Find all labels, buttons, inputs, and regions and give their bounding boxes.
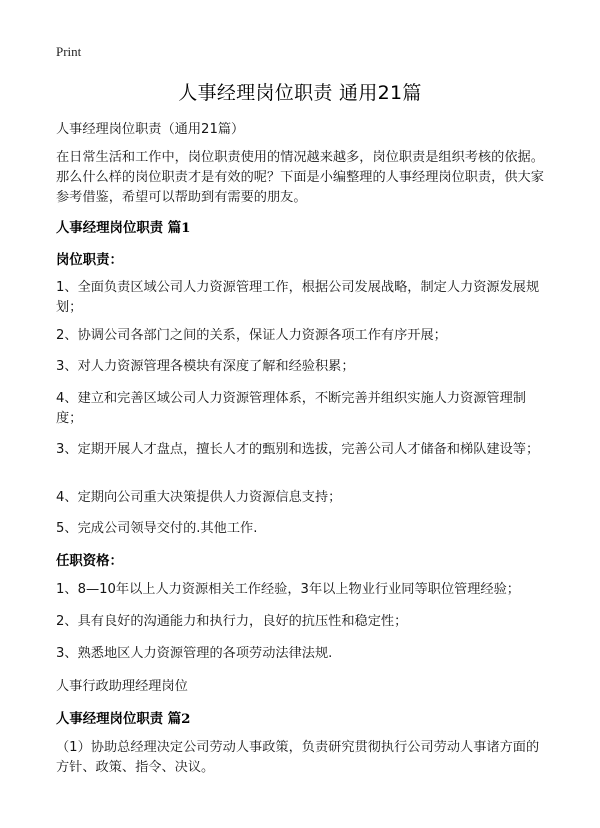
section-heading-1: 人事经理岗位职责 篇1 — [56, 220, 191, 236]
intro-paragraph: 在日常生活和工作中，岗位职责使用的情况越来越多，岗位职责是组织考核的依据。那么什么样的岗位职责才是有效的呢？下面是小编整理的人事经理岗位职责，供大家参考借鉴，希望可以帮助到有需要的朋友。 — [56, 150, 544, 205]
qualification-item-3: 3、熟悉地区人力资源管理的各项劳动法律法规. — [56, 646, 333, 661]
duty-item-7: 5、完成公司领导交付的.其他工作. — [56, 521, 258, 536]
duty-item-4: 4、建立和完善区域公司人力资源管理体系，不断完善并组织实施人力资源管理制度； — [56, 391, 526, 426]
duty-item-5: 3、定期开展人才盘点，擅长人才的甄别和选拔，完善公司人才储备和梯队建设等； — [56, 442, 540, 457]
document-title: 人事经理岗位职责 通用21篇 — [178, 82, 422, 104]
duty-item-1: 1、全面负责区域公司人力资源管理工作，根据公司发展战略，制定人力资源发展规划； — [56, 280, 540, 315]
duty-item-3: 3、对人力资源管理各模块有深度了解和经验积累； — [56, 359, 355, 374]
section2-item-1: （1）协助总经理决定公司劳动人事政策，负责研究贯彻执行公司劳动人事诸方面的方针、政策、指令、决议。 — [56, 740, 540, 775]
document-subtitle: 人事经理岗位职责（通用21篇） — [56, 122, 245, 137]
qualification-item-1: 1、8—10年以上人力资源相关工作经验，3年以上物业行业同等职位管理经验； — [56, 582, 520, 597]
duties-heading: 岗位职责： — [56, 253, 123, 268]
duty-item-6: 4、定期向公司重大决策提供人力资源信息支持； — [56, 490, 342, 505]
qualification-item-2: 2、具有良好的沟通能力和执行力，良好的抗压性和稳定性； — [56, 614, 408, 629]
qualifications-heading: 任职资格： — [56, 554, 123, 569]
print-label[interactable]: Print — [56, 44, 82, 59]
duty-item-2: 2、协调公司各部门之间的关系，保证人力资源各项工作有序开展； — [56, 328, 447, 343]
footer-note: 人事行政助理经理岗位 — [56, 679, 188, 694]
section-heading-2: 人事经理岗位职责 篇2 — [56, 711, 191, 727]
